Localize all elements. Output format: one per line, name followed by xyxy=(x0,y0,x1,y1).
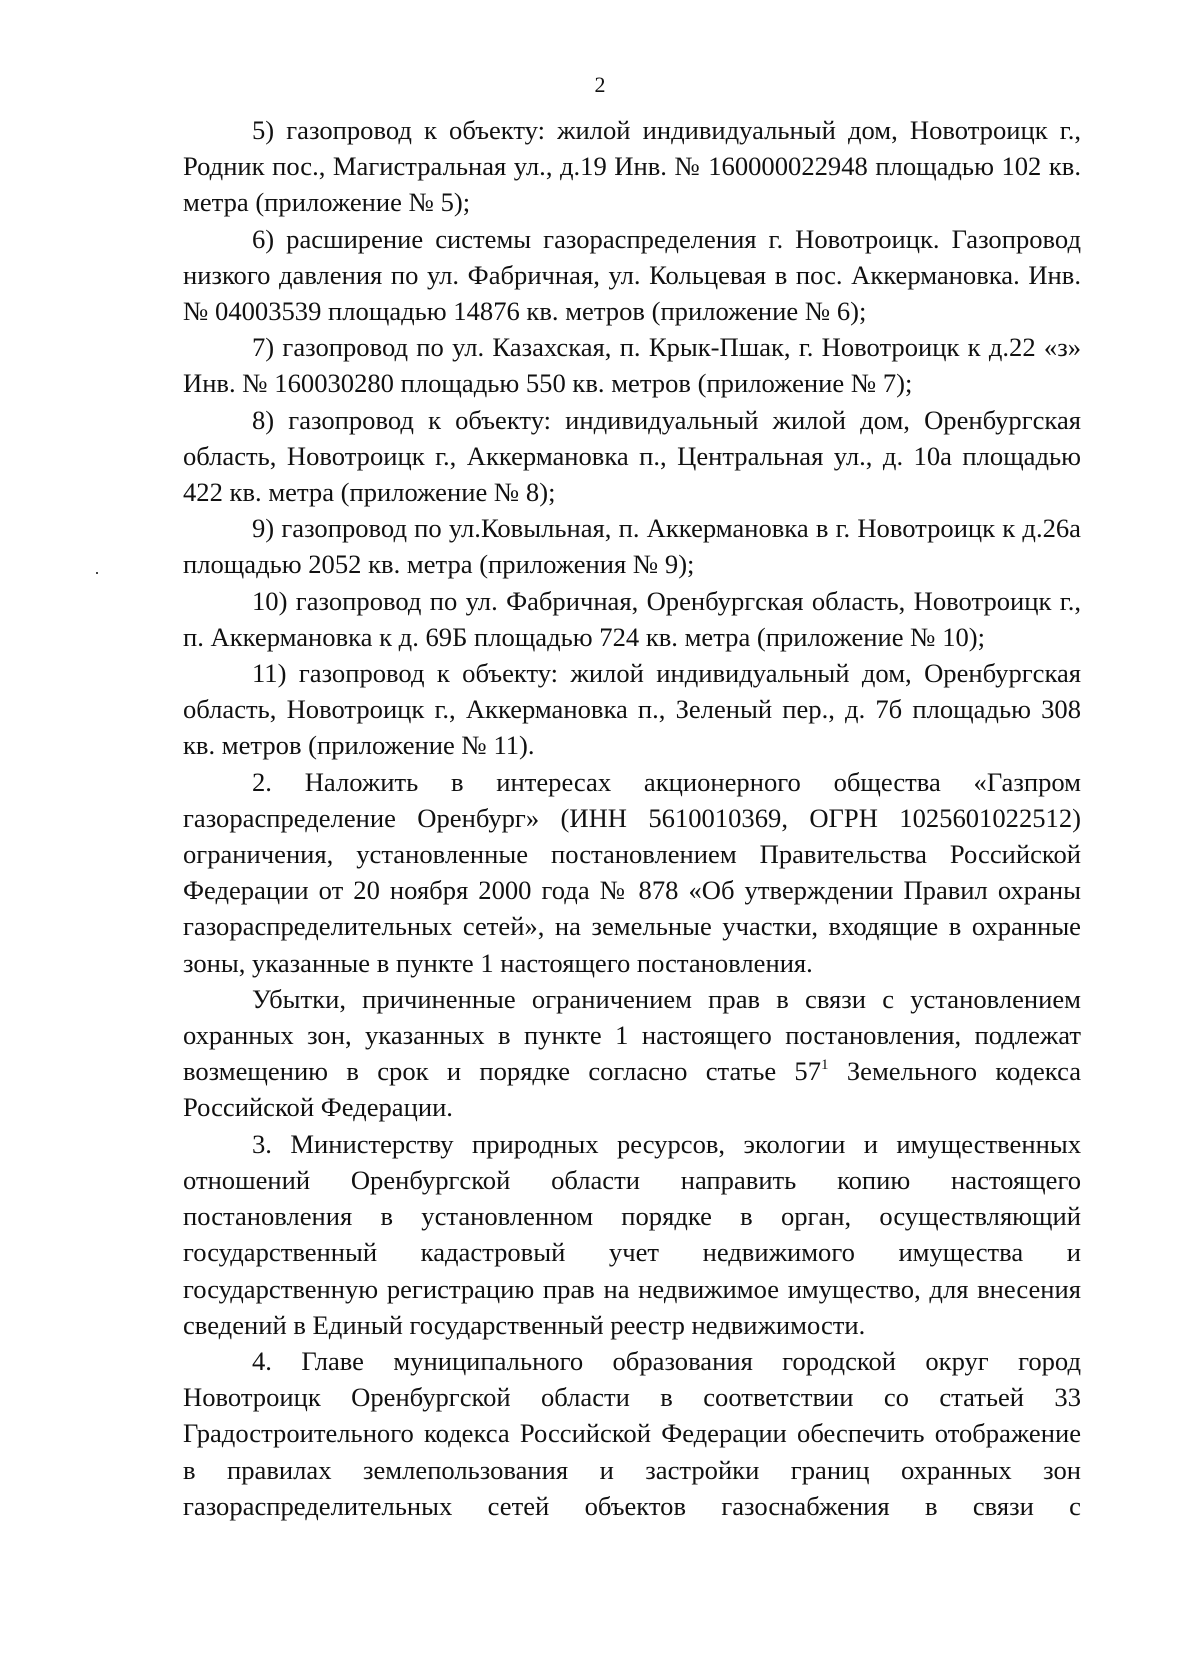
clause-4: 4. Главе муниципального образования городской округ город Новотроицк Оренбургской области в соответствии со статьей 33 Градостроительного кодекса Российской Федерации обеспечить отображение в правилах землепользования и застройки границ охранных зон газораспределительных сетей объектов газоснабжения в связи с xyxy=(183,1345,1081,1521)
list-item-7: 7) газопровод по ул. Казахская, п. Крык-Пшак, г. Новотроицк к д.22 «з» Инв. № 160030280 площадью 550 кв. метров (приложение № 7); xyxy=(183,332,1081,399)
list-item-8: 8) газопровод к объекту: индивидуальный жилой дом, Оренбургская область, Новотроицк г., Аккермановка п., Центральная ул., д. 10а площадью 422 кв. метра (приложение № 8); xyxy=(183,404,1081,508)
list-item-9: 9) газопровод по ул.Ковыльная, п. Аккермановка в г. Новотроицк к д.26а площадью 2052 кв. метра (приложения № 9); xyxy=(183,513,1081,580)
list-item-6: 6) расширение системы газораспределения г. Новотроицк. Газопровод низкого давления по ул. Фабричная, ул. Кольцевая в пос. Аккермановка. Инв. № 04003539 площадью 14876 кв. метров (приложение № 6); xyxy=(183,223,1081,327)
losses-paragraph xyxy=(183,981,1081,1126)
clause-3: 3. Министерству природных ресурсов, экологии и имущественных отношений Оренбургской области направить копию настоящего постановления в установленном порядке в орган, осуществляющий государственный кадастровый учет недвижимого имущества и государственную регистрацию прав на недвижимое имущество, для внесения сведений в Единый государственный реестр недвижимости. xyxy=(183,1128,1081,1340)
losses-text-before: Убытки, причиненные ограничением прав в связи с установлением охранных зон, указанных в пункте 1 настоящего постановления, подлежат возмещению в срок и порядке согласно статье 57 xyxy=(183,983,1081,1087)
page-number: 2 xyxy=(594,72,606,97)
list-item-5: 5) газопровод к объекту: жилой индивидуальный дом, Новотроицк г., Родник пос., Магистральная ул., д.19 Инв. № 160000022948 площадью 102 кв. метра (приложение № 5); xyxy=(183,115,1081,218)
list-item-11: 11) газопровод к объекту: жилой индивидуальный дом, Оренбургская область, Новотроицк г., Аккермановка п., Зеленый пер., д. 7б площадью 308 кв. метров (приложение № 11). xyxy=(183,658,1081,761)
document-body xyxy=(183,112,1081,1524)
article-superscript: 1 xyxy=(821,1057,829,1074)
losses-text-after: Земельного кодекса Российской Федерации. xyxy=(183,1056,1081,1123)
clause-2: 2. Наложить в интересах акционерного общества «Газпром газораспределение Оренбург» (ИНН 5610010369, ОГРН 1025601022512) ограничения, установленные постановлением Правительства Российской Федерации от 20 ноября 2000 года № 878 «Об утверждении Правил охраны газораспределительных сетей», на земельные участки, входящие в охранные зоны, указанные в пункте 1 настоящего постановления. xyxy=(183,766,1081,978)
scan-artifact-dot xyxy=(96,572,98,574)
list-item-10: 10) газопровод по ул. Фабричная, Оренбургская область, Новотроицк г., п. Аккермановка к д. 69Б площадью 724 кв. метра (приложение № 10); xyxy=(183,585,1081,652)
